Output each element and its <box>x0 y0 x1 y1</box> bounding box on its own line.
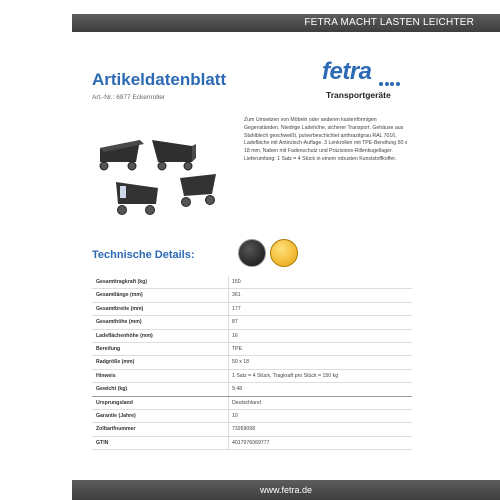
spec-value: 87 <box>232 319 238 326</box>
table-row <box>92 343 412 356</box>
made-in-germany-badge-icon <box>238 239 266 267</box>
table-row <box>92 276 412 289</box>
spec-value: 1 Satz = 4 Stück, Tragkraft pro Stück = 150 kg <box>232 372 339 379</box>
spec-value: 4017976069777 <box>232 439 270 446</box>
warranty-badge-icon <box>270 239 298 267</box>
spec-label: Gesamtbreite (mm) <box>96 305 144 312</box>
table-row <box>92 383 412 396</box>
spec-value: 10 <box>232 412 238 419</box>
table-row <box>92 289 412 302</box>
table-row <box>92 330 412 343</box>
document-title: Artikeldatenblatt <box>92 70 227 89</box>
spec-value: 177 <box>232 305 241 312</box>
spec-value: 361 <box>232 292 241 299</box>
product-description: Zum Umsetzen von Möbeln oder anderen kastenförmigen Gegenständen. Niedrige Ladehöhe, sicherer Transport. Gehäuse aus Stahlblech geschweißt, pulverbeschichtet anthrazitgrau RAL 7016, Ladefläche mit Antirutsch-Auflage. 3 Lenkrollen mit TPE-Bereifung 50 x 18 mm, Naben mit Fadenschutz und Präzisions-Rillenkugellager. Lieferumfang: 1 Satz = 4 Stück in einem robusten Kunststoffkoffer. <box>244 117 408 162</box>
table-row <box>92 316 412 329</box>
logo-dots-icon <box>379 73 401 91</box>
spec-value: 50 x 18 <box>232 359 250 366</box>
spec-value: 73269098 <box>232 426 256 433</box>
brand-subtitle: Transportgeräte <box>326 90 391 100</box>
spec-label: Hinweis <box>96 372 116 379</box>
header-tagline: FETRA MACHT LASTEN LEICHTER <box>304 17 474 28</box>
spec-value: Deutschland <box>232 399 261 406</box>
spec-table <box>92 276 412 450</box>
spec-label: Ursprungsland <box>96 399 133 406</box>
table-row <box>92 303 412 316</box>
table-row <box>92 437 412 450</box>
spec-value: 9.48 <box>232 386 243 393</box>
article-number: Art.-Nr.: 6977 Eckenroller <box>92 94 165 101</box>
spec-value: TPE <box>232 345 243 352</box>
spec-label: Ladeflächenhöhe (mm) <box>96 332 153 339</box>
technical-details-title: Technische Details: <box>92 249 195 261</box>
spec-label: Radgröße (mm) <box>96 359 135 366</box>
spec-label: Gesamttragkraft (kg) <box>96 279 148 285</box>
spec-label: Gewicht (kg) <box>96 386 128 393</box>
footer-url[interactable]: www.fetra.de <box>259 485 313 495</box>
header-bar <box>72 14 500 32</box>
table-row <box>92 410 412 423</box>
table-row <box>92 356 412 369</box>
spec-value: 16 <box>232 332 238 339</box>
spec-label: GTIN <box>96 439 109 446</box>
spec-label: Garantie (Jahre) <box>96 412 136 419</box>
brand-logo: fetra <box>322 58 372 85</box>
table-row <box>92 423 412 436</box>
product-image <box>92 122 228 220</box>
footer-bar <box>72 480 500 500</box>
spec-label: Zolltarifnummer <box>96 426 136 433</box>
spec-label: Gesamthöhe (mm) <box>96 319 142 326</box>
table-row <box>92 397 412 410</box>
spec-label: Gesamtlänge (mm) <box>96 292 143 299</box>
table-row <box>92 370 412 383</box>
spec-value: 150 <box>232 279 241 285</box>
spec-label: Bereifung <box>96 345 121 352</box>
